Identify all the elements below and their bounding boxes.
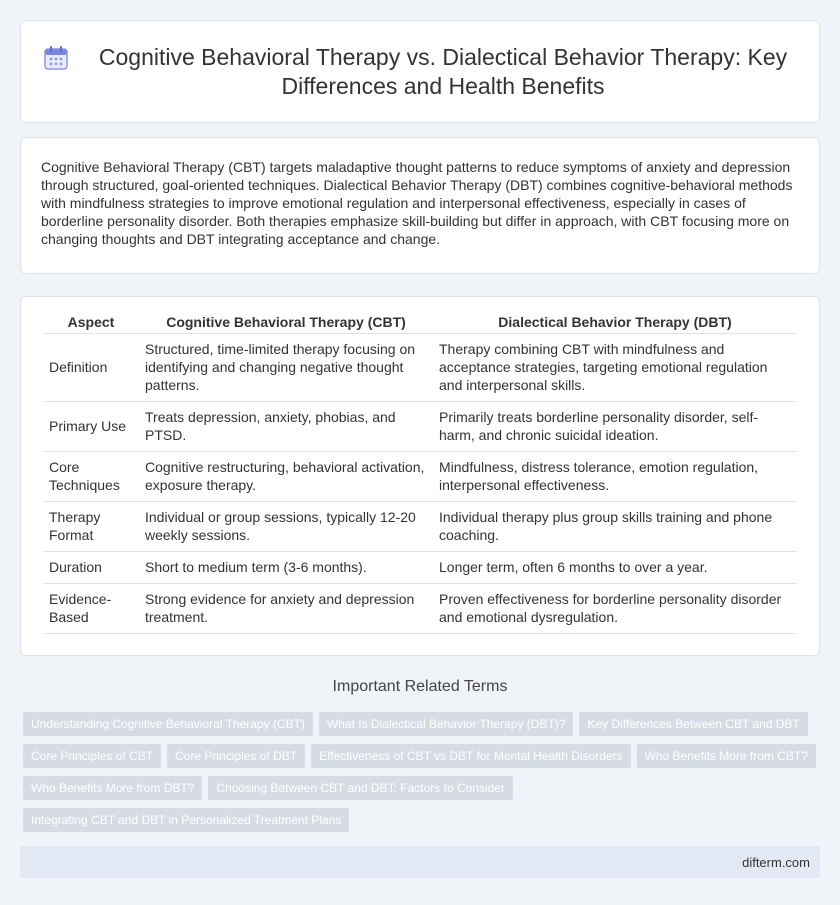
table-row <box>43 584 797 634</box>
header-cbt: Cognitive Behavioral Therapy (CBT) <box>139 311 433 334</box>
related-term-tag[interactable]: Who Benefits More from DBT? <box>23 776 202 800</box>
table-row <box>43 334 797 402</box>
title-card <box>20 20 820 123</box>
comparison-table-card <box>20 296 820 656</box>
related-terms-list <box>20 712 820 832</box>
related-term-tag[interactable]: Integrating CBT and DBT in Personalized Treatment Plans <box>23 808 349 832</box>
cell-dbt: Mindfulness, distress tolerance, emotion regulation, interpersonal effectiveness. <box>433 452 797 502</box>
calendar-icon <box>43 45 69 71</box>
cell-aspect: Definition <box>43 334 139 402</box>
comparison-table <box>43 311 797 634</box>
header-dbt: Dialectical Behavior Therapy (DBT) <box>433 311 797 334</box>
cell-cbt: Individual or group sessions, typically 12-20 weekly sessions. <box>139 502 433 552</box>
cell-dbt: Individual therapy plus group skills training and phone coaching. <box>433 502 797 552</box>
related-term-tag[interactable]: What Is Dialectical Behavior Therapy (DBT)? <box>319 712 574 736</box>
related-terms-title: Important Related Terms <box>332 678 508 695</box>
header-aspect: Aspect <box>43 311 139 334</box>
cell-cbt: Strong evidence for anxiety and depression treatment. <box>139 584 433 634</box>
related-term-tag[interactable]: Choosing Between CBT and DBT: Factors to Consider <box>208 776 513 800</box>
related-term-tag[interactable]: Understanding Cognitive Behavioral Therapy (CBT) <box>23 712 313 736</box>
cell-cbt: Cognitive restructuring, behavioral activation, exposure therapy. <box>139 452 433 502</box>
table-row <box>43 452 797 502</box>
intro-card <box>20 137 820 274</box>
table-header-row <box>43 311 797 334</box>
cell-dbt: Therapy combining CBT with mindfulness and acceptance strategies, targeting emotional regulation and interpersonal skills. <box>433 334 797 402</box>
cell-cbt: Structured, time-limited therapy focusing on identifying and changing negative thought patterns. <box>139 334 433 402</box>
table-row <box>43 552 797 584</box>
table-row <box>43 502 797 552</box>
related-term-tag[interactable]: Key Differences Between CBT and DBT <box>579 712 807 736</box>
related-term-tag[interactable]: Core Principles of CBT <box>23 744 161 768</box>
intro-paragraph: Cognitive Behavioral Therapy (CBT) targets maladaptive thought patterns to reduce symptoms of anxiety and depression through structured, goal-oriented techniques. Dialectical Behavior Therapy (DBT) combines cognitive-behavioral methods with mindfulness strategies to improve emotional regulation and interpersonal effectiveness, especially in cases of borderline personality disorder. Both therapies emphasize skill-building but differ in approach, with CBT focusing more on changing thoughts and DBT integrating acceptance and change. <box>41 159 793 247</box>
related-term-tag[interactable]: Effectiveness of CBT vs DBT for Mental Health Disorders <box>311 744 630 768</box>
related-term-tag[interactable]: Who Benefits More from CBT? <box>637 744 816 768</box>
cell-cbt: Short to medium term (3-6 months). <box>139 552 433 584</box>
cell-dbt: Proven effectiveness for borderline personality disorder and emotional dysregulation. <box>433 584 797 634</box>
cell-aspect: Primary Use <box>43 402 139 452</box>
cell-cbt: Treats depression, anxiety, phobias, and PTSD. <box>139 402 433 452</box>
cell-dbt: Primarily treats borderline personality disorder, self-harm, and chronic suicidal ideation. <box>433 402 797 452</box>
cell-aspect: Therapy Format <box>43 502 139 552</box>
cell-aspect: Core Techniques <box>43 452 139 502</box>
footer <box>20 846 820 878</box>
footer-site[interactable]: difterm.com <box>742 854 810 870</box>
cell-aspect: Duration <box>43 552 139 584</box>
cell-dbt: Longer term, often 6 months to over a year. <box>433 552 797 584</box>
cell-aspect: Evidence-Based <box>43 584 139 634</box>
table-row <box>43 402 797 452</box>
page-title: Cognitive Behavioral Therapy vs. Dialectical Behavior Therapy: Key Differences and Health Benefits <box>98 43 788 99</box>
related-term-tag[interactable]: Core Principles of DBT <box>167 744 305 768</box>
